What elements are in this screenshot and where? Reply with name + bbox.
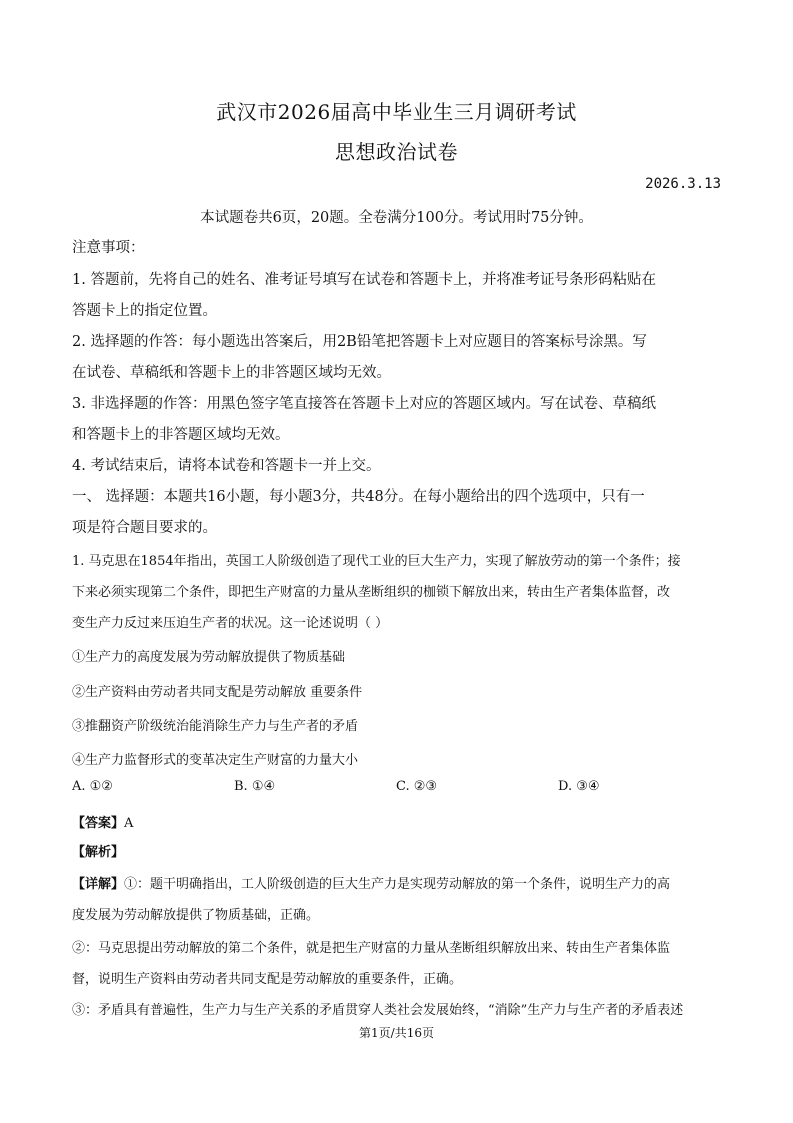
detail-label: 【详解】 [72,877,125,892]
notice-item-4: 4. 考试结束后，请将本试卷和答题卡一并上交。 [72,458,381,474]
q1-statement-1: ①生产力的高度发展为劳动解放提供了物质基础 [72,650,346,665]
q1-detail-line-3: ②：马克思提出劳动解放的第二个条件，就是把生产财富的力量从垄断组织解放出来、转由生产者集体监 [72,941,671,956]
notice-item-2-line-1: 2. 选择题的作答：每小题选出答案后，用2B铅笔把答题卡上对应题目的答案标号涂黑。写 [72,334,647,350]
q1-detail-line-1 [72,869,726,900]
section-heading-line-1: 一、 选择题：本题共16小题，每小题3分，共48分。在每小题给出的四个选项中，只有一 [72,489,645,505]
q1-stem-line-3: 变生产力反过来压迫生产者的状况。这一论述说明（ ） [72,616,389,631]
q1-statement-3: ③推翻资产阶级统治能消除生产力与生产者的矛盾 [72,719,359,734]
notice-item-3-line-1: 3. 非选择题的作答：用黑色签字笔直接答在答题卡上对应的答题区域内。写在试卷、草稿纸 [72,396,656,412]
q1-detail-line-4: 督，说明生产资料由劳动者共同支配是劳动解放的重要条件，正确。 [72,972,463,987]
q1-statement-2: ②生产资料由劳动者共同支配是劳动解放 重要条件 [72,685,363,700]
answer-label: 【答案】 [72,816,125,831]
detail-text: ①：题干明确指出，工人阶级创造的巨大生产力是实现劳动解放的第一个条件，说明生产力的高 [124,877,671,892]
q1-stem-line-2: 下来必须实现第二个条件，即把生产财富的力量从垄断组织的枷锁下解放出来，转由生产者集体监督，改 [72,585,671,600]
notice-item-3-line-2: 和答题卡上的非答题区域均无效。 [72,427,290,443]
answer-value: A [124,816,134,831]
exam-subject: 思想政治试卷 [335,140,458,164]
page-number: 第1页/共16页 [359,1026,434,1040]
exam-summary: 本试题卷共6页，20题。全卷满分100分。考试用时75分钟。 [200,210,593,226]
q1-detail-line-5: ③：矛盾具有普遍性，生产力与生产关系的矛盾贯穿人类社会发展始终，“消除”生产力与生产者的矛盾表述 [72,1003,684,1018]
q1-answer [72,808,726,839]
q1-stem-line-1: 1. 马克思在1854年指出，英国工人阶级创造了现代工业的巨大生产力，实现了解放劳动的第一个条件；接 [72,554,681,569]
notice-item-1-line-1: 1. 答题前，先将自己的姓名、准考证号填写在试卷和答题卡上，并将准考证号条形码粘贴在 [72,272,656,288]
notice-heading: 注意事项： [72,240,145,256]
q1-option-a: A. ①② [72,779,113,794]
q1-option-c: C. ②③ [396,779,438,794]
q1-option-d: D. ③④ [558,779,600,794]
exam-date: 2026.3.13 [645,176,721,192]
q1-analysis-label: 【解析】 [72,845,125,860]
exam-title: 武汉市2026届高中毕业生三月调研考试 [216,100,577,124]
q1-statement-4: ④生产力监督形式的变革决定生产财富的力量大小 [72,753,359,768]
section-heading-line-2: 项是符合题目要求的。 [72,520,217,536]
notice-item-2-line-2: 在试卷、草稿纸和答题卡上的非答题区域均无效。 [72,365,391,381]
q1-detail-line-2: 度发展为劳动解放提供了物质基础，正确。 [72,908,320,923]
notice-item-1-line-2: 答题卡上的指定位置。 [72,303,217,319]
q1-option-b: B. ①④ [234,779,276,794]
